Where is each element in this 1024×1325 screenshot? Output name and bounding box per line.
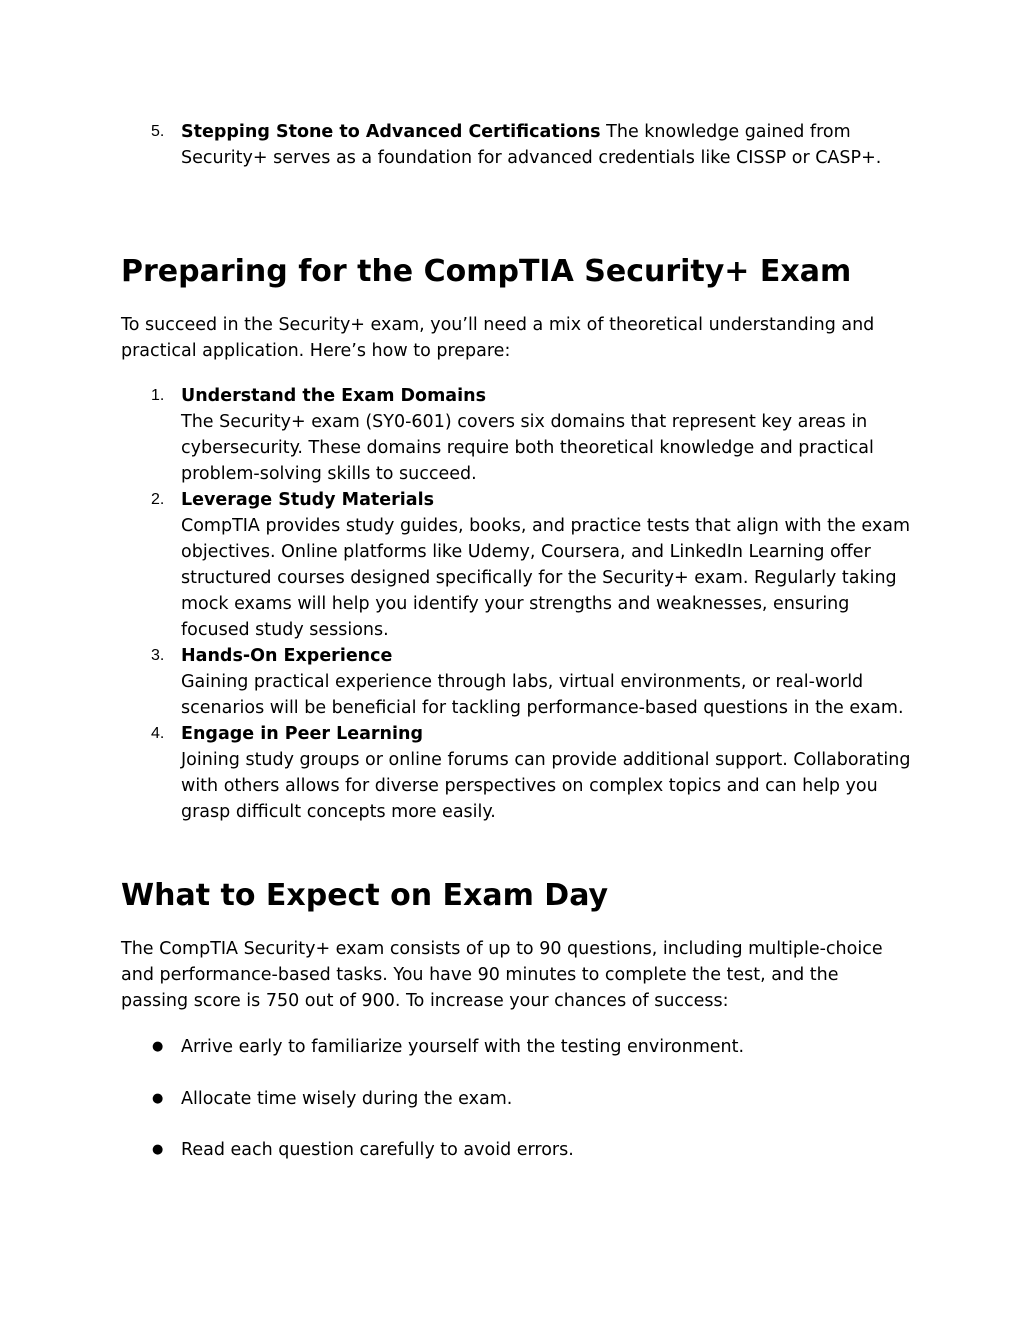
bullet-item — [121, 1086, 911, 1112]
bullet-item — [121, 1137, 911, 1163]
bullet-dot: ● — [152, 1142, 164, 1157]
list-number: 4. — [151, 725, 165, 742]
list-item-title: Hands-On Experience — [181, 646, 393, 666]
list-item-title: Leverage Study Materials — [181, 490, 434, 510]
bullet-item — [121, 1034, 911, 1060]
list-item-4 — [121, 721, 911, 825]
list-item-text — [181, 119, 911, 171]
section-exam-day — [121, 876, 911, 916]
list-item-body: The Security+ exam (SY0-601) covers six domains that represent key areas in cybersecurity. These domains require both theoretical knowledge and practical problem-solving skills to succeed. — [181, 412, 874, 484]
bullet-text: Arrive early to familiarize yourself with the testing environment. — [181, 1037, 745, 1057]
section-heading-exam-day: What to Expect on Exam Day — [121, 878, 609, 913]
exam-day-intro-paragraph: The CompTIA Security+ exam consists of up to 90 questions, including multiple-choice and performance-based tasks. You have 90 minutes to complete the test, and the passing score is 750 out of 900. To increase your chances of success: — [121, 939, 883, 1011]
bullet-text: Read each question carefully to avoid errors. — [181, 1140, 574, 1160]
list-number: 3. — [151, 647, 165, 664]
list-item-title: Understand the Exam Domains — [181, 386, 486, 406]
exam-day-bullets — [121, 1034, 911, 1189]
top-list — [121, 119, 911, 171]
bullet-dot: ● — [152, 1090, 164, 1106]
section-prepare — [121, 252, 911, 292]
list-item-3 — [121, 643, 911, 721]
list-item-title: Stepping Stone to Advanced Certifications — [181, 122, 601, 142]
list-number: 1. — [151, 387, 165, 404]
list-item-1 — [121, 383, 911, 487]
section-heading-prepare: Preparing for the CompTIA Security+ Exam — [121, 254, 852, 289]
bullet-text: Allocate time wisely during the exam. — [181, 1088, 513, 1109]
list-item-5 — [121, 119, 911, 171]
exam-day-intro-block — [121, 936, 911, 1014]
list-number: 5. — [151, 123, 165, 140]
bullet-dot: ● — [152, 1039, 164, 1054]
prepare-intro-paragraph: To succeed in the Security+ exam, you’ll need a mix of theoretical understanding and practical application. Here’s how to prepare: — [121, 315, 875, 361]
prepare-intro-block — [121, 312, 891, 364]
list-number: 2. — [151, 491, 165, 508]
list-item-body: The knowledge gained from Security+ serves as a foundation for advanced credentials like CISSP or CASP+. — [181, 122, 882, 168]
list-item-title: Engage in Peer Learning — [181, 724, 423, 744]
prepare-list — [121, 383, 911, 825]
list-item-body: Gaining practical experience through labs, virtual environments, or real-world scenarios will be beneficial for tackling performance-based questions in the exam. — [181, 672, 904, 718]
list-item-body: Joining study groups or online forums can provide additional support. Collaborating with others allows for diverse perspectives on complex topics and can help you grasp difficult concepts more easily. — [181, 750, 911, 822]
list-item-2 — [121, 487, 911, 643]
list-item-body: CompTIA provides study guides, books, and practice tests that align with the exam objectives. Online platforms like Udemy, Coursera, and LinkedIn Learning offer structured courses designed specifically for the Security+ exam. Regularly taking mock exams will help you identify your strengths and weaknesses, ensuring focused study sessions. — [181, 516, 911, 640]
